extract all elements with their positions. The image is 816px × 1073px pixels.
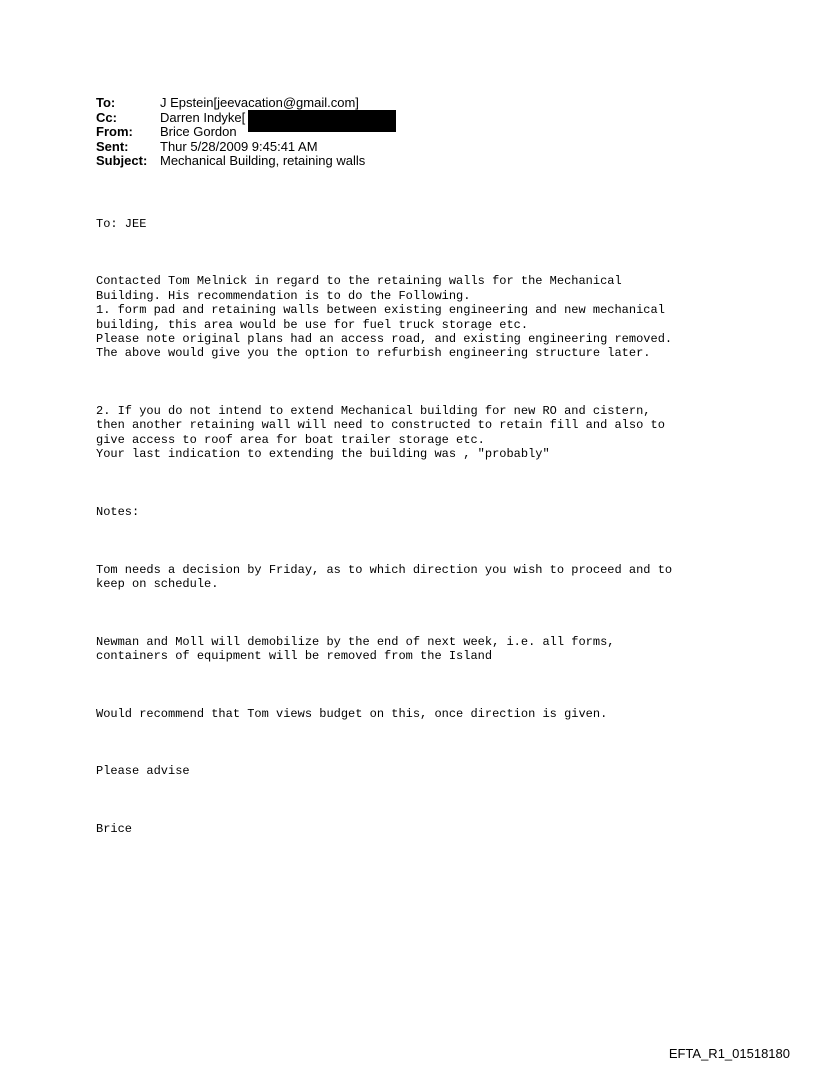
from-label: From: (96, 124, 133, 139)
to-row (96, 96, 365, 111)
sent-label: Sent: (96, 138, 129, 154)
redaction-box (248, 110, 396, 132)
from-value: Brice Gordon (160, 124, 237, 139)
sent-row (96, 140, 365, 155)
greeting: To: JEE (96, 216, 147, 231)
to-label: To: (96, 95, 116, 110)
subject-value: Mechanical Building, retaining walls (160, 153, 366, 168)
notes-label: Notes: (96, 504, 140, 519)
body-paragraph-3: Tom needs a decision by Friday, as to which direction you wish to proceed and to keep on schedule. (96, 562, 673, 591)
body-paragraph-6: Please advise (96, 764, 190, 779)
cc-value: Darren Indyke[ (160, 109, 246, 125)
subject-row (96, 154, 365, 169)
to-value: J Epstein[jeevacation@gmail.com] (160, 95, 359, 110)
body-paragraph-1: Contacted Tom Melnick in regard to the retaining walls for the Mechanical Building. His recommendation is to do the Following. 1. form pad and retaining walls between existing engineering and new mechanical building, this area would be use for fuel truck storage etc. Please note original plans had an access road, and existing engineering removed. The above would give you the option to refurbish engineering structure later. (96, 274, 673, 361)
body-paragraph-4: Newman and Moll will demobilize by the end of next week, i.e. all forms, containers of equipment will be removed from the Island (96, 634, 615, 663)
body-paragraph-5: Would recommend that Tom views budget on this, once direction is given. (96, 706, 608, 721)
signature: Brice (96, 821, 133, 836)
email-body (96, 188, 672, 865)
body-paragraph-2: 2. If you do not intend to extend Mechanical building for new RO and cistern, then another retaining wall will need to constructed to retain fill and also to give access to roof area for boat trailer storage etc. Your last indication to extending the building was , "probably" (96, 404, 665, 462)
email-header (96, 96, 365, 169)
sent-value: Thur 5/28/2009 9:45:41 AM (160, 138, 318, 154)
document-id: EFTA_R1_01518180 (668, 1046, 790, 1061)
subject-label: Subject: (96, 153, 148, 168)
cc-label: Cc: (96, 109, 117, 125)
